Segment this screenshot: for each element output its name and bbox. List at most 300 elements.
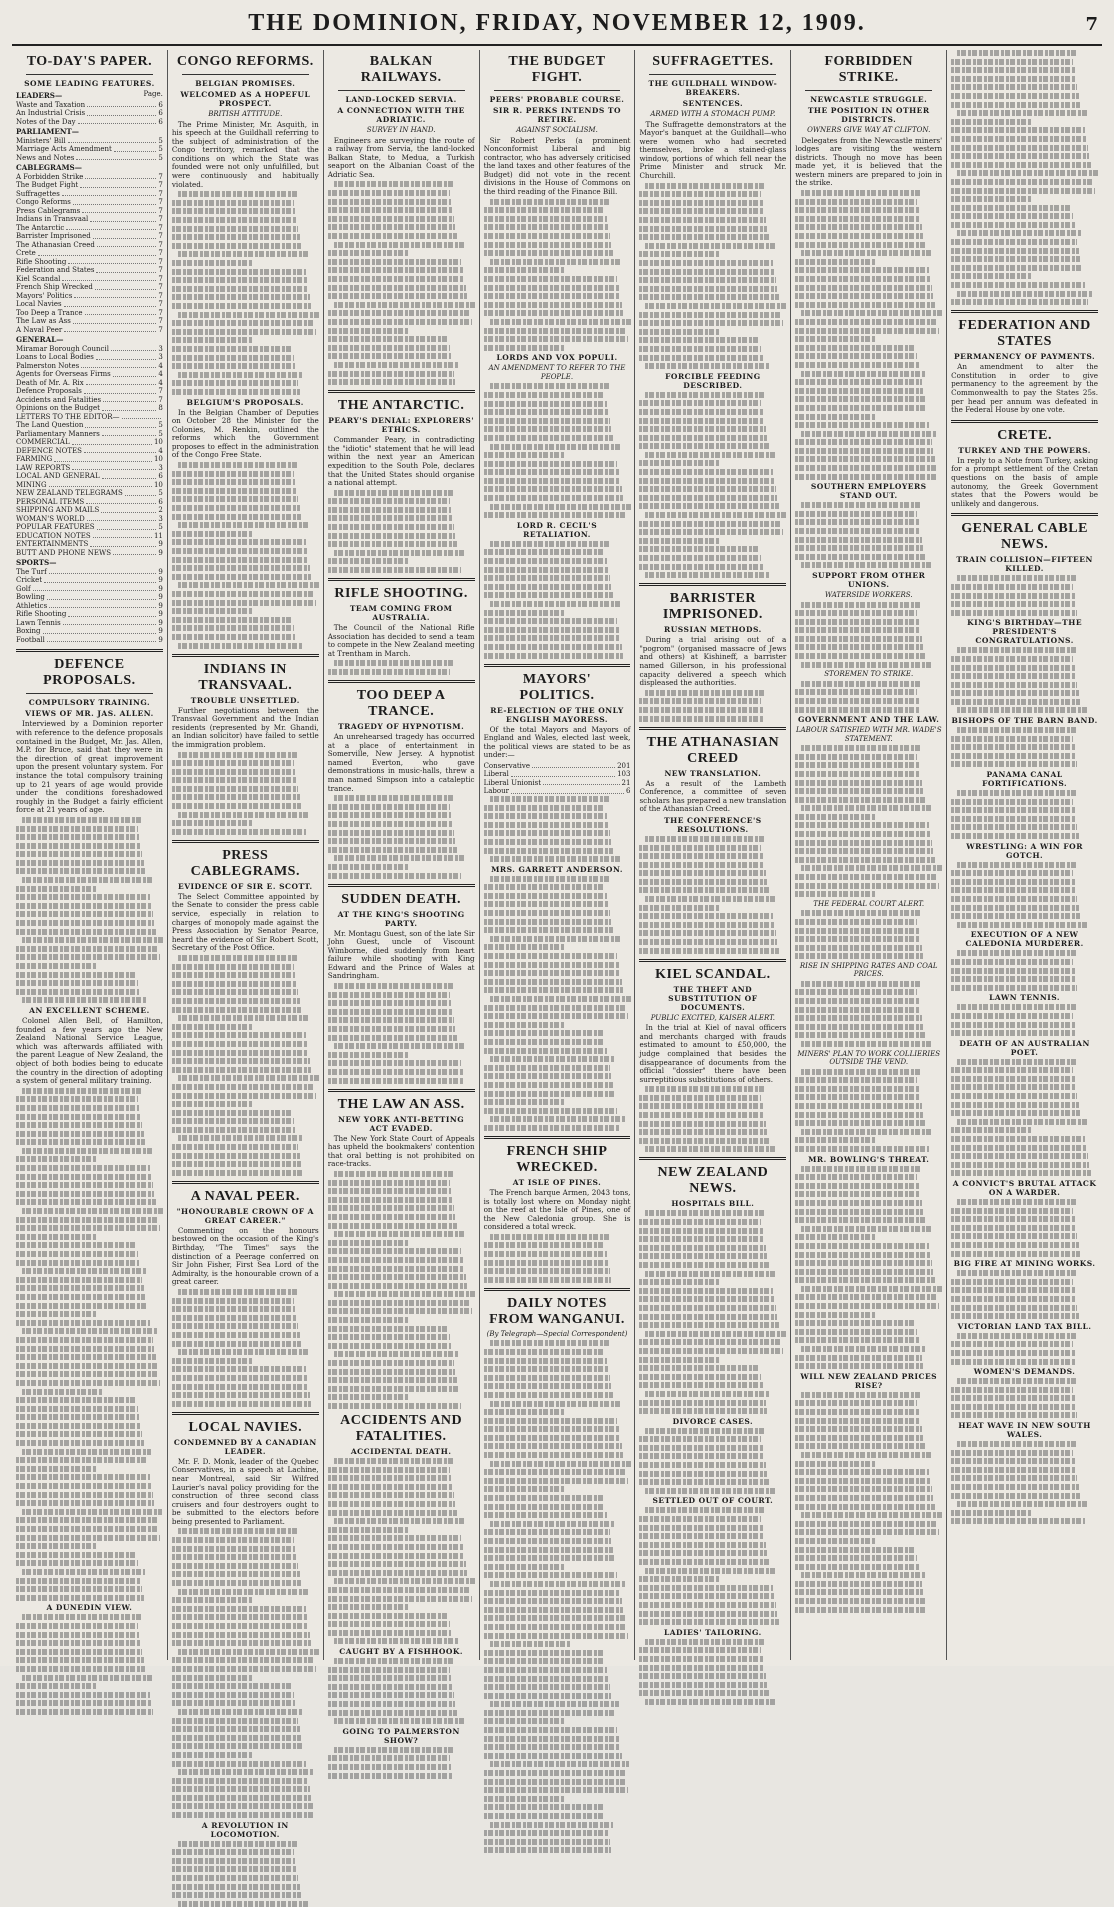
death-sub: DEATH OF AN AUSTRALIAN POET. [959,1038,1090,1057]
toc-page: 7 [158,317,163,326]
congo-sub: BELGIAN PROMISES. [195,79,296,88]
train-sub: TRAIN COLLISION—FIFTEEN KILLED. [956,555,1093,574]
toc-page: 7 [158,300,163,309]
toc-row [16,430,163,439]
law-heading: THE LAW AN ASS. [337,1096,465,1112]
toc-page: 11 [153,531,163,540]
toc-page: 7 [158,283,163,292]
toc-page: 9 [158,610,163,619]
toc-row [484,787,631,796]
toc-title: Agents for Overseas Firms [16,370,111,379]
masthead-title: THE DOMINION, FRIDAY, NOVEMBER 12, 1909. [248,10,866,36]
toc-title: Marriage Acts Amendment [16,145,112,154]
toc-row [16,523,163,532]
mayors-text: Of the total Mayors and Mayors of England and Wales, elected last week, the political views are stated to be as under:— [483,724,631,760]
toc-row [16,145,163,154]
settled-sub: SETTLED OUT OF COURT. [652,1496,774,1506]
text-block-placeholder [16,817,163,1003]
toc-title: Miramar Borough Council [16,344,109,353]
indians-sub: TROUBLE UNSETTLED. [190,695,300,705]
toc-row [16,353,163,362]
text-block-placeholder [951,647,1098,713]
toc-page: 7 [158,257,163,266]
defence-heading: DEFENCE PROPOSALS. [43,657,136,689]
text-block-placeholder [328,1658,475,1724]
antarctic-heading: THE ANTARCTIC. [337,398,465,414]
sudden-sub: AT THE KING'S SHOOTING PARTY. [337,909,465,928]
suffragettes-sub3: ARMED WITH A STOMACH PUMP. [650,110,776,118]
toc-row [16,610,163,619]
budget-sub: PEERS' PROBABLE COURSE. [489,95,625,104]
toc-row [16,224,163,233]
indians-text: Further negotiations between the Transvaal Government and the Indian residents (represented by Mr. Ghandi, an Indian solicitor) have failed to settle the immigration problem. [171,705,319,749]
toc-page: 5 [158,145,163,154]
toc-title: COMMERCIAL [16,438,70,447]
toc-row [16,455,163,464]
toc-page: 10 [153,480,163,489]
toc-title: POPULAR FEATURES [16,523,95,532]
toc-row [16,396,163,405]
mayors-sub: RE-ELECTION OF THE ONLY ENGLISH MAYORESS. [490,705,624,724]
toc-row [484,762,631,771]
trance-heading: TOO DEEP A TRANCE. [356,688,446,719]
toc-page: 6 [158,100,163,109]
excellent-text: Colonel Allen Bell, of Hamilton, founded a few years ago the New Zealand National Service League, which was afterwards affiliated with the parent League of New Zealand, the object of both bodies being to educate the country in the direction of adopting a system of general military training. [16,1015,163,1086]
general-heading: GENERAL CABLE NEWS. [961,521,1088,553]
toc-row [16,109,163,118]
toc-row [16,568,163,577]
toc-page: 7 [158,206,163,215]
anderson-sub: MRS. GARRETT ANDERSON. [491,864,623,874]
toc-row [16,602,163,611]
toc-row [16,576,163,585]
nz-sub: HOSPITALS BILL. [671,1199,755,1209]
text-block-placeholder [639,1086,786,1152]
barrister-text: During a trial arising out of a "pogrom" (organised massacre of Jews and others) at Kishineff, a barrister named Gillerson, in his professional capacity delivered a speech which displeased the authorities. [639,635,787,688]
budget-sub2: SIR R. PERKS INTENDS TO RETIRE. [492,106,622,124]
athanasian-sub: NEW TRANSLATION. [664,768,762,778]
toc-row [16,447,163,456]
congo-sub2: WELCOMED AS A HOPEFUL PROSPECT. [180,90,311,108]
toc-title: Parliamentary Manners [16,429,100,438]
toc-row [16,472,163,481]
toc-page: 7 [158,172,163,181]
federation-heading: FEDERATION AND STATES [958,318,1091,350]
toc-page: 6 [158,117,163,126]
bowling-sub: MR. BOWLING'S THREAT. [808,1154,930,1164]
dunedin-sub: A DUNEDIN VIEW. [46,1603,133,1613]
toc-title: Loans to Local Bodies [16,353,94,362]
toc-row [16,481,163,490]
mayors-table [484,762,631,796]
lords-sub: LORDS AND VOX POPULI. [496,353,618,363]
toc-title: Bowling [16,593,45,602]
naval-heading: A NAVAL PEER. [190,1188,300,1204]
toc-title: A Forbidden Strike [16,172,84,181]
toc-title: FARMING [16,455,53,464]
press-heading: PRESS CABLEGRAMS. [190,847,300,879]
toc-page: 9 [158,618,163,627]
text-block-placeholder [795,1392,942,1613]
toc-title: NEW ZEALAND TELEGRAMS [16,489,123,498]
toc-title: A Naval Peer [16,325,63,334]
wanganui-sub: (By Telegraph—Special Correspondent) [486,1329,628,1338]
toc-title: Barrister Imprisoned [16,232,91,241]
toc-sports-label: SPORTS— [16,558,57,568]
toc-title: Lawn Tennis [16,618,61,627]
toc-cablegrams-label: CABLEGRAMS— [16,163,82,173]
federation-text: An amendment to alter the Constitution in order to give permanency to the agreement by the Commonwealth to pay the States 25s. per head per annum was defeated in the Federal House by one vote. [951,362,1099,415]
toc-row [16,498,163,507]
toc-page: 5 [158,523,163,532]
fire-sub: BIG FIRE AT MINING WORKS. [953,1259,1096,1269]
text-block-placeholder [951,1333,1098,1365]
toc-page: 4 [158,361,163,370]
text-block-placeholder [328,983,475,1084]
storemen-sub: STOREMEN TO STRIKE. [824,670,914,679]
toc-title: WOMAN'S WORLD [16,514,85,523]
toc-misc [16,413,163,558]
toc-title: Defence Proposals [16,387,82,396]
toc-page: 5 [158,153,163,162]
wanganui-heading: DAILY NOTES FROM WANGANUI. [489,1295,625,1327]
toc-page: 3 [158,344,163,353]
toc-title: Boxing [16,627,41,636]
crete-text: In reply to a Note from Turkey, asking for a prompt settlement of the Cretan questions on the basis of ample autonomy, the Greek Government states that the Powers would be unlikely and dangerous. [951,455,1099,508]
nz-heading: NEW ZEALAND NEWS. [657,1165,769,1197]
toc-row [16,540,163,549]
toc-page: 6 [158,109,163,117]
naval-text: Commenting on the honours bestowed on the occasion of the King's Birthday, "The Times" says the distinction of a Peerage conferred on Sir John Fisher, First Sea Lord of the Admiralty, is the honourable crown of a great career. [171,1225,319,1287]
toc-page: 6 [158,472,163,481]
toc-page: 7 [158,266,163,275]
text-block-placeholder [484,1234,631,1283]
toc-row [16,593,163,602]
toc-row [16,404,163,413]
law-sub: NEW YORK ANTI-BETTING ACT EVADED. [338,1114,465,1133]
balkan-sub: LAND-LOCKED SERVIA. [345,95,457,104]
press-text: The Select Committee appointed by the Senate to consider the press cable service, especially in relation to charges of monopoly made against the Press Association by Senator Pearce, heard the evidence of Sir Robert Scott, Secretary of the Post Office. [171,891,319,953]
toc-title: The Land Question [16,421,84,430]
toc-row [484,770,631,779]
french-heading: FRENCH SHIP WRECKED. [506,1143,608,1175]
toc-page: 7 [158,395,163,404]
toc-page: 7 [158,274,163,283]
indians-heading: INDIANS IN TRANSVAAL. [198,661,293,693]
text-block-placeholder [639,690,786,722]
toc-page: 103 [617,770,631,779]
execution-sub: EXECUTION OF A NEW CALEDONIA MURDERER. [965,930,1084,949]
toc-page: 8 [158,404,163,413]
congo-sub3: BRITISH ATTITUDE. [208,110,283,118]
text-block-placeholder [951,862,1098,928]
text-block-placeholder [951,1199,1098,1257]
toc-header: LEADERS— Page. [16,90,163,100]
toc-title: Suffragettes [16,189,60,198]
text-block-placeholder [795,1069,942,1152]
sudden-heading: SUDDEN DEATH. [341,891,462,907]
toc-page: 7 [158,249,163,258]
text-block-placeholder [172,752,319,835]
heat-sub: HEAT WAVE IN NEW SOUTH WALES. [958,1421,1091,1440]
toc-row [16,232,163,241]
toc-title: Press Cablegrams [16,206,81,215]
toc-page: 7 [158,181,163,190]
toc-title: LETTERS TO THE EDITOR— [16,412,120,421]
toc-general-label: GENERAL— [16,335,64,345]
birthday-sub: KING'S BIRTHDAY—THE PRESIDENT'S CONGRATULATIONS. [967,618,1083,646]
toc-row [16,489,163,498]
text-block-placeholder [951,50,1098,305]
local-heading: LOCAL NAVIES. [188,1419,303,1435]
accidents-heading: ACCIDENTS AND FATALITIES. [340,1413,463,1444]
lords-sub2: AN AMENDMENT TO REFER TO THE PEOPLE. [488,364,626,381]
balkan-sub2: A CONNECTION WITH THE ADRIATIC. [337,106,465,124]
toc-title: Liberal Unionist [483,778,542,787]
toc-page: 4 [158,378,163,387]
toc-row [16,173,163,182]
toc-title: Palmerston Notes [16,361,80,370]
revolution-heading: A REVOLUTION IN LOCOMOTION. [201,1820,289,1839]
toc-title: PERSONAL ITEMS [16,497,85,506]
toc-page: 3 [158,514,163,523]
text-block-placeholder [795,981,942,1047]
text-block-placeholder [795,502,942,568]
masthead [12,10,1102,46]
toc-page: 9 [158,601,163,610]
text-block-placeholder [16,1088,163,1601]
caught-sub: CAUGHT BY A FISHHOOK. [339,1647,464,1657]
cromer-sub: LORD R. CECIL'S RETALIATION. [516,520,598,539]
toc-row [16,154,163,163]
text-block-placeholder [951,1059,1098,1177]
going-heading: GOING TO PALMERSTON SHOW? [342,1726,460,1745]
excellent-sub: AN EXCELLENT SCHEME. [29,1005,150,1015]
toc-page: 9 [158,540,163,549]
trance-text: An unrehearsed tragedy has occurred at a place of entertainment in Somerville, New Jersey. A hypnotist named Everton, who gave demonstrations in music-halls, threw a man named Simpson into a cataleptic trance. [327,732,475,793]
suffragettes-heading: SUFFRAGETTES. [652,54,774,69]
text-block-placeholder [328,1171,475,1409]
toc-page: 7 [158,291,163,300]
page-number: 7 [1085,14,1098,35]
column-4 [480,50,636,1660]
text-block-placeholder [795,602,942,668]
wrestling-sub: WRESTLING: A WIN FOR GOTCH. [966,841,1083,860]
toc-row [16,532,163,541]
labour-sub: LABOUR SATISFIED WITH MR. WADE'S STATEMENT. [795,726,942,743]
toc-row [16,258,163,267]
suffragettes-sub2: SENTENCES. [682,99,744,108]
toc-title: Federation and States [16,266,95,275]
toc-row [16,275,163,284]
toc-title: Opinions on the Budget [16,404,100,413]
toc-page: 2 [158,506,163,515]
text-block-placeholder [951,1378,1098,1418]
lawn-sub: LAWN TENNIS. [989,993,1061,1003]
toc-title: ENTERTAINMENTS [16,540,89,549]
miners-sub: MINERS' PLAN TO WORK COLLIERIES OUTSIDE THE VEND. [797,1049,941,1067]
toc-title: DEFENCE NOTES [16,446,82,455]
toc-title: An Industrial Crisis [16,109,86,117]
suffragettes-sub: THE GUILDHALL WINDOW-BREAKERS. [648,79,778,97]
text-block-placeholder [639,183,786,369]
toc-page: 7 [158,325,163,334]
toc-row [16,506,163,515]
toc-title: MINING [16,480,47,489]
toc-title: SHIPPING AND MAILS [16,506,100,515]
local-text: Mr. F. D. Monk, leader of the Quebec Conservatives, in a speech at Lachine, near Montreal, said Sir Wilfred Laurier's naval policy providing for the construction of three second class cruisers and four destroyers ought to be submitted to the electors before being presented to Parliament. [171,1456,319,1526]
kiel-heading: KIEL SCANDAL. [655,966,771,982]
defence-sub2: VIEWS OF MR. JAS. ALLEN. [25,709,154,719]
toc-page: 21 [621,778,631,787]
victorian-sub: VICTORIAN LAND TAX BILL. [957,1321,1092,1331]
govt-sub: GOVERNMENT AND THE LAW. [798,715,940,725]
toc-general [16,345,163,413]
toc-page: 9 [158,576,163,585]
accidents-sub: ACCIDENTAL DEATH. [350,1447,452,1456]
trance-sub: TRAGEDY OF HYPNOTISM. [338,722,465,731]
text-block-placeholder [951,950,1098,990]
column-6 [791,50,947,1660]
toc-title: Local Navies [16,300,62,309]
text-block-placeholder [172,955,319,1176]
kiel-sub2: PUBLIC EXCITED, KAISER ALERT. [650,1013,776,1022]
toc-page: 3 [158,353,163,362]
toc-page: 7 [158,189,163,198]
congo-heading: CONGO REFORMS. [176,54,314,69]
text-block-placeholder [639,1428,786,1494]
toc-row [16,266,163,275]
congo-text: The Prime Minister, Mr. Asquith, in his speech at the Guildhall referring to the subject of administration of the Congo territory, remarked that the conditions on which the State was founded were not only unfulfilled, but were continuously and habitually violated. [171,119,319,189]
toc-title: Accidents and Fatalities [16,395,102,404]
toc-row [16,326,163,335]
forcible-sub: FORCIBLE FEEDING DESCRIBED. [665,371,761,390]
toc-title: Conservative [483,761,531,770]
kiel-text: In the trial at Kiel of naval officers and merchants charged with frauds estimated to amount to £50,000, the judge complained that besides the disappearance of documents from the official "dossier" there have been surreptitious substitutions of others. [639,1023,787,1084]
toc-page: 7 [158,232,163,241]
toc-row [16,317,163,326]
french-sub: AT ISLE OF PINES. [512,1177,602,1187]
toc-row [16,118,163,127]
toc-title: The Antarctic [16,223,65,232]
athanasian-text: As a result of the Lambeth Conference, a committee of seven scholars has prepared a new translation of the Athanasian Creed. [639,778,787,814]
toc-row [16,585,163,594]
toc-page: 5 [158,136,163,145]
text-block-placeholder [484,199,631,351]
toc-row [16,515,163,524]
text-block-placeholder [639,392,786,578]
toc-title: Rifle Shooting [16,610,67,619]
toc-row [16,198,163,207]
defence-text: Interviewed by a Dominion reporter with reference to the defence proposals contained in the Budget, Mr. Jas. Allen, M.P. for Bruce, said that they were in the direction of great improvement upon the present voluntary system. For instance the total compulsory training up to 21 years of age would provide under the conditions foreshadowed roughly in the Budget a fairly efficient force at 21 years of age. [16,719,163,815]
text-block-placeholder [951,1441,1098,1524]
tailoring-sub: LADIES' TAILORING. [663,1627,762,1637]
toc-title: Cricket [16,576,43,585]
text-block-placeholder [16,1614,163,1715]
antarctic-text: Commander Peary, in contradicting the "idiotic" statement that he will lead within the next year an American expedition to the South Pole, declares that the United States should organise a national attempt. [327,435,475,488]
column-5 [635,50,791,1660]
toc-title: The Athanasian Creed [16,240,95,249]
toc-page: 7 [158,308,163,317]
toc-title: Mayors' Politics [16,291,73,300]
toc-page: 7 [158,215,163,224]
suffragettes-text: The Suffragette demonstrators at the Mayor's banquet at the Guildhall—who were women who had secreted themselves, broke a stained-glass window, portions of which fell near the Prime Minister and struck Mr. Churchill. [639,119,787,181]
toc-sports [16,568,163,645]
toc-page: 9 [158,635,163,644]
toc-title: Indians in Transvaal [16,215,89,224]
toc-title: BUTT AND PHONE NEWS [16,548,111,557]
toc-row [16,345,163,354]
text-block-placeholder [328,490,475,573]
toc-cablegrams [16,173,163,335]
toc-title: Congo Reforms [16,198,71,207]
toc-title: Notes of the Day [16,117,76,126]
toc-title: Death of Mr. A. Rix [16,378,84,387]
text-block-placeholder [951,790,1098,839]
toc-title: Too Deep a Trance [16,308,83,317]
toc-row [16,215,163,224]
strike-sub: NEWCASTLE STRUGGLE. [810,95,928,104]
rise-sub: RISE IN SHIPPING RATES AND COAL PRICES. [799,961,938,979]
text-block-placeholder [639,1210,786,1414]
toc-page: 201 [617,761,631,770]
text-block-placeholder [172,191,319,395]
toc-page: 3 [158,463,163,472]
toc-row [16,241,163,250]
mayors-heading: MAYORS' POLITICS. [519,671,595,703]
text-block-placeholder [328,660,475,675]
toc-row [16,421,163,430]
convict-sub: A CONVICT'S BRUTAL ATTACK ON A WARDER. [952,1179,1097,1197]
toc-leaders [16,101,163,127]
press-sub: EVIDENCE OF SIR E. SCOTT. [178,881,313,891]
text-block-placeholder [328,1458,475,1644]
toc-row [16,379,163,388]
text-block-placeholder [172,462,319,648]
text-block-placeholder [328,181,475,385]
waterside-sub: WATERSIDE WORKERS. [824,591,913,599]
local-sub: CONDEMNED BY A CANADIAN LEADER. [173,1437,317,1456]
athanasian-heading: THE ATHANASIAN CREED [646,734,780,766]
toc-page: 9 [158,584,163,593]
column-3 [324,50,480,1745]
text-block-placeholder [951,1004,1098,1036]
rifle-sub: TEAM COMING FROM AUSTRALIA. [349,604,453,623]
columns [12,50,1102,1839]
strike-sub2: THE POSITION IN OTHER DISTRICTS. [807,106,930,124]
toc-row [16,249,163,258]
budget-text: Sir Robert Perks (a prominent Nonconformist Liberal and big contractor, who has adversely criticised the land taxes and other features of the Budget) did not vote in the recent divisions in the House of Commons on the third reading of the Finance Bill. [483,135,631,197]
text-block-placeholder [172,1841,319,1907]
leading-features-sub: SOME LEADING FEATURES. [24,79,155,88]
rifle-heading: RIFLE SHOOTING. [334,586,468,602]
toc-row [16,283,163,292]
toc-title: Labour [483,787,509,796]
defence-sub: COMPULSORY TRAINING. [28,698,151,708]
toc-title: EDUCATION NOTES [16,531,91,540]
toc-row [16,549,163,558]
toc-page: 6 [625,787,631,796]
toc-title: Ministers' Bill [16,136,66,145]
divorce-sub: DIVORCE CASES. [672,1416,754,1426]
text-block-placeholder [484,383,631,518]
text-block-placeholder [795,681,942,713]
toc-parliament-label: PARLIAMENT— [16,127,79,136]
column-7 [947,50,1102,1660]
toc-row [16,300,163,309]
belgium-sub: BELGIUM'S PROPOSALS. [186,397,304,407]
toc-page: 10 [153,455,163,464]
